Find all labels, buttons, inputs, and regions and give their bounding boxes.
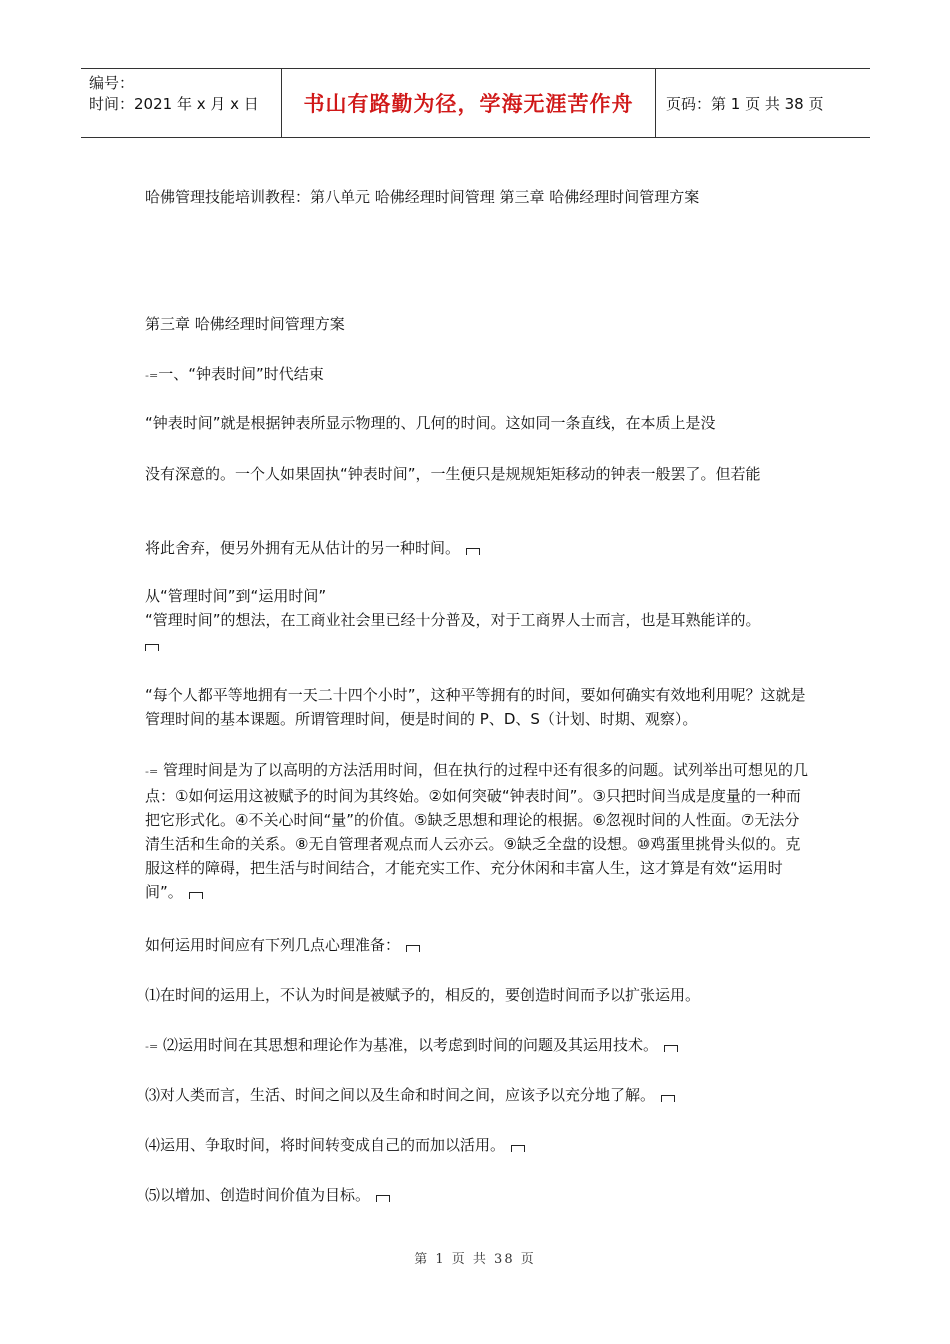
header-meta	[81, 69, 281, 137]
section-heading	[145, 362, 324, 388]
paragraph-1-line-1: “钟表时间”就是根据钟表所显示物理的、几何的时间。这如同一条直线，在本质上是没	[145, 414, 716, 432]
section-heading-text: 一、“钟表时间”时代结束	[158, 365, 324, 383]
paragraph-1-line-3	[145, 536, 480, 560]
list-item-1: ⑴在时间的运用上，不认为时间是被赋予的，相反的，要创造时间而予以扩张运用。	[145, 986, 701, 1004]
list-item-4	[145, 1133, 525, 1157]
paragraph-5-text: 如何运用时间应有下列几点心理准备：	[145, 936, 401, 954]
format-mark: -=	[145, 765, 159, 778]
return-mark-icon	[406, 945, 420, 952]
return-mark-icon	[189, 892, 203, 899]
return-mark-icon	[664, 1045, 678, 1052]
list-item-3	[145, 1083, 675, 1107]
paragraph-3: “每个人都平等地拥有一天二十四个小时”，这种平等拥有的时间，要如何确实有效地利用呢？这就是管理时间的基本课题。所谓管理时间，便是时间的 P、D、S（计划、时期、观察）。	[145, 686, 806, 728]
list-item-5	[145, 1183, 390, 1207]
page-footer: 第 1 页 共 38 页	[414, 1252, 536, 1267]
paragraph-4	[145, 758, 810, 904]
list-item-2-text: ⑵运用时间在其思想和理论作为基准，以考虑到时间的问题及其运用技术。	[162, 1036, 658, 1054]
paragraph-5	[145, 933, 420, 957]
paragraph-1-line-2: 没有深意的。一个人如果固执“钟表时间”，一生便只是规规矩矩移动的钟表一般罢了。但若能	[145, 465, 761, 483]
list-item-2	[145, 1033, 678, 1059]
header-page-code: 页码：第 1 页 共 38 页	[666, 94, 824, 113]
chapter-heading: 第三章 哈佛经理时间管理方案	[145, 315, 345, 333]
paragraph-4-text: 管理时间是为了以高明的方法活用时间，但在执行的过程中还有很多的问题。试列举出可想见的几点：①如何运用这被赋予的时间为其终始。②如何突破“钟表时间”。③只把时间当成是度量的一种而把它形式化。④不关心时间“量”的价值。⑤缺乏思想和理论的根据。⑥忽视时间的人性面。⑦无法分清生活和生命的关系。⑧无自管理者观点而人云亦云。⑨缺乏全盘的设想。⑩鸡蛋里挑骨头似的。克服这样的障碍，把生活与时间结合，才能充实工作、充分休闲和丰富人生，这才算是有效“运用时间”。	[145, 761, 808, 901]
paragraph-2	[145, 608, 825, 656]
date-line: 时间：2021 年 x 月 x 日	[89, 95, 259, 113]
list-item-5-text: ⑸以增加、创造时间价值为目标。	[145, 1186, 371, 1204]
header-motto: 书山有路勤为径，学海无涯苦作舟	[281, 69, 656, 137]
paragraph-2-text: “管理时间”的想法，在工商业社会里已经十分普及，对于工商界人士而言，也是耳熟能详的。	[145, 611, 761, 629]
list-item-3-text: ⑶对人类而言，生活、时间之间以及生命和时间之间，应该予以充分地了解。	[145, 1086, 656, 1104]
subheading: 从“管理时间”到“运用时间”	[145, 587, 327, 605]
paragraph-1-line-3-text: 将此舍弃，便另外拥有无从估计的另一种时间。	[145, 539, 461, 557]
return-mark-icon	[145, 644, 159, 651]
format-mark: -=	[145, 369, 159, 382]
return-mark-icon	[466, 548, 480, 555]
document-title: 哈佛管理技能培训教程：第八单元 哈佛经理时间管理 第三章 哈佛经理时间管理方案	[145, 188, 700, 206]
format-mark: -=	[145, 1040, 159, 1053]
number-label: 编号：	[89, 74, 135, 92]
list-item-4-text: ⑷运用、争取时间，将时间转变成自己的而加以活用。	[145, 1136, 506, 1154]
document-header	[81, 68, 870, 138]
return-mark-icon	[661, 1095, 675, 1102]
return-mark-icon	[376, 1195, 390, 1202]
return-mark-icon	[511, 1145, 525, 1152]
